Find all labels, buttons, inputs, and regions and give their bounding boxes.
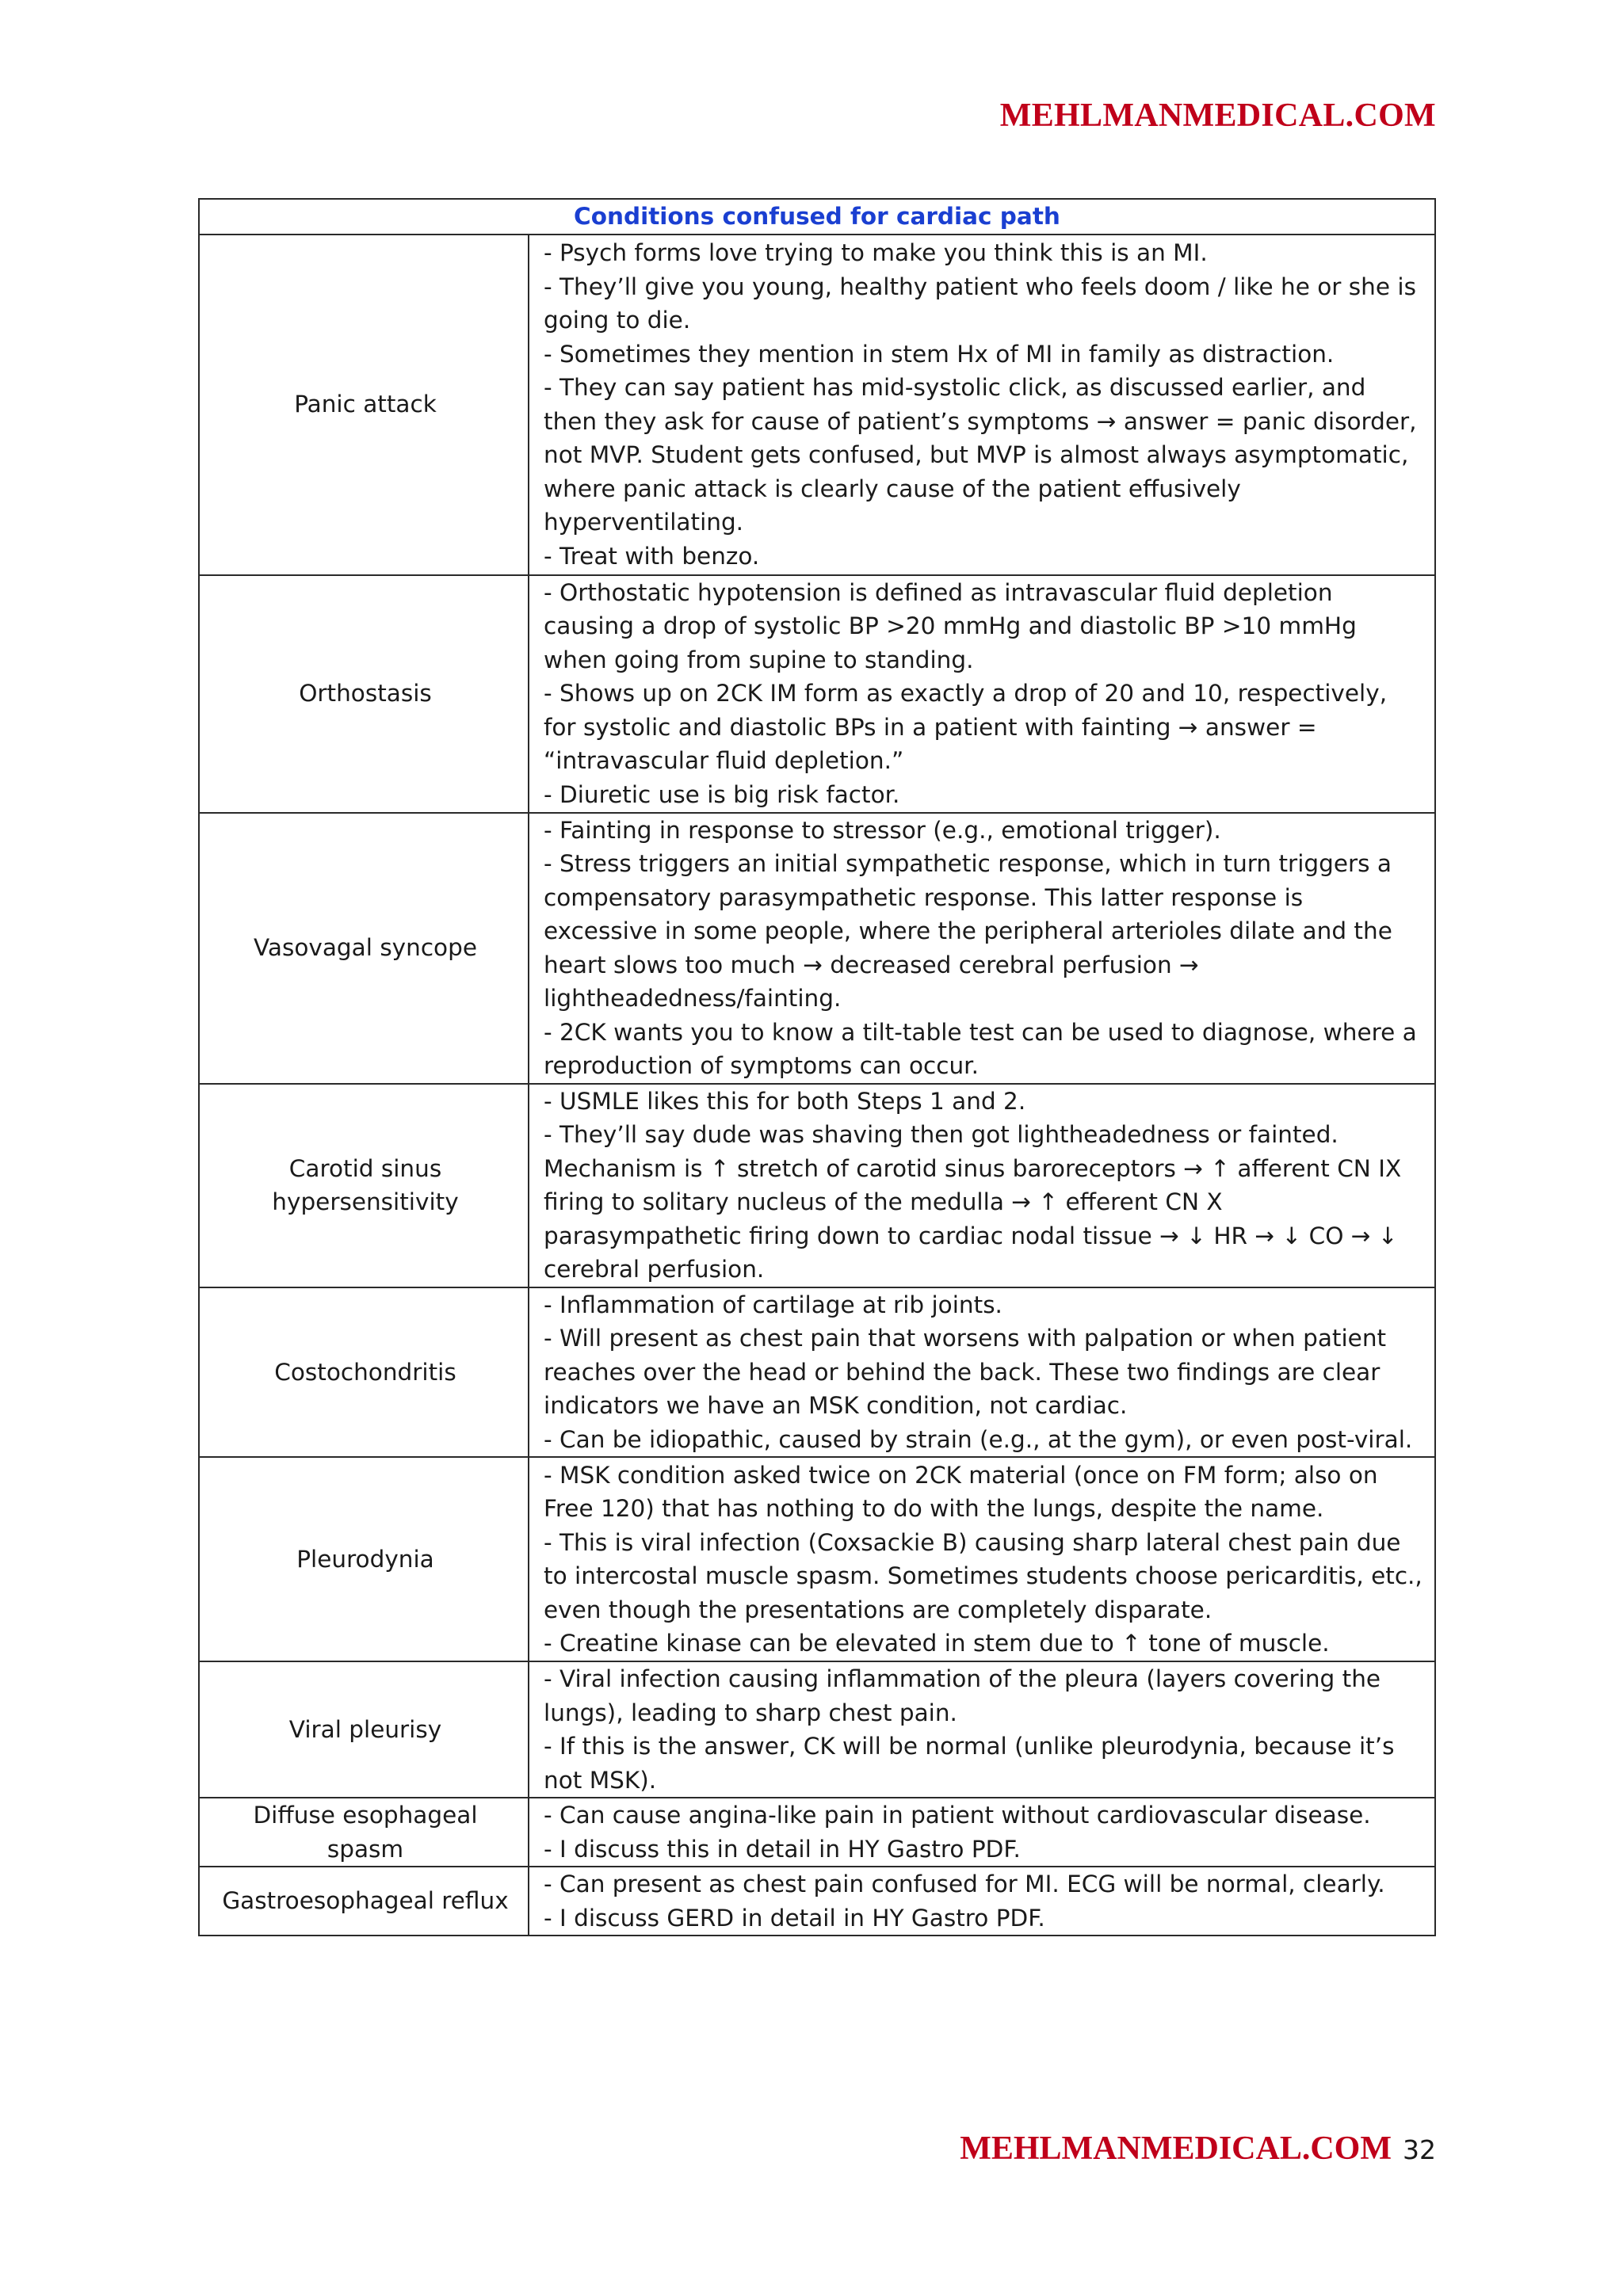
term-cell: Diffuse esophageal spasm	[199, 1798, 529, 1867]
note-line: - I discuss GERD in detail in HY Gastro PDF.	[544, 1904, 1045, 1932]
description-cell	[529, 235, 1435, 575]
note-line: - Stress triggers an initial sympathetic response, which in turn triggers a compensatory parasympathetic response. This latter response is excessive in some people, where the peripheral arterioles dilate and the heart slows too much → decreased cerebral perfusion → lightheadedness/fainting.	[544, 850, 1392, 1012]
note-line: - If this is the answer, CK will be normal (unlike pleurodynia, because it’s not MSK).	[544, 1733, 1395, 1794]
note-line: - Shows up on 2CK IM form as exactly a drop of 20 and 10, respectively, for systolic and diastolic BPs in a patient with fainting → answer = “intravascular fluid depletion.”	[544, 680, 1388, 775]
note-line: - Orthostatic hypotension is defined as intravascular fluid depletion causing a drop of systolic BP >20 mmHg and diastolic BP >10 mmHg when going from supine to standing.	[544, 578, 1357, 673]
conditions-table	[198, 198, 1436, 1936]
table-row	[199, 813, 1435, 1084]
note-line: - They’ll give you young, healthy patient who feels doom / like he or she is going to die.	[544, 273, 1416, 334]
description-cell	[529, 1661, 1435, 1798]
note-line: - Treat with benzo.	[544, 542, 760, 570]
table-row	[199, 1661, 1435, 1798]
note-line: - They’ll say dude was shaving then got lightheadedness or fainted. Mechanism is ↑ stretch of carotid sinus baroreceptors → ↑ afferent CN IX firing to solitary nucleus of the medulla → ↑ efferent CN X parasympathetic firing down to cardiac nodal tissue → ↓ HR → ↓ CO → ↓ cerebral perfusion.	[544, 1121, 1402, 1283]
header-brand: MEHLMANMEDICAL.COM	[999, 97, 1436, 134]
term-cell: Carotid sinus hypersensitivity	[199, 1084, 529, 1287]
note-line: - They can say patient has mid-systolic click, as discussed earlier, and then they ask for cause of patient’s symptoms → answer = panic disorder, not MVP. Student gets confused, but MVP is almost always asymptomatic, where panic attack is clearly cause of the patient effusively hyperventilating.	[544, 374, 1417, 536]
table-row	[199, 1798, 1435, 1867]
note-line: - Fainting in response to stressor (e.g., emotional trigger).	[544, 816, 1221, 844]
footer-brand: MEHLMANMEDICAL.COM	[960, 2130, 1392, 2167]
note-line: - Psych forms love trying to make you think this is an MI.	[544, 239, 1208, 266]
term-cell: Orthostasis	[199, 575, 529, 813]
table-row	[199, 1457, 1435, 1661]
term-cell: Viral pleurisy	[199, 1661, 529, 1798]
description-cell	[529, 1287, 1435, 1458]
note-line: - Will present as chest pain that worsens with palpation or when patient reaches over the head or behind the back. These two findings are clear indicators we have an MSK condition, not cardiac.	[544, 1325, 1387, 1419]
description-cell	[529, 1457, 1435, 1661]
note-line: - Can present as chest pain confused for MI. ECG will be normal, clearly.	[544, 1871, 1385, 1897]
note-line: - Sometimes they mention in stem Hx of MI in family as distraction.	[544, 340, 1335, 368]
note-line: - I discuss this in detail in HY Gastro PDF.	[544, 1835, 1021, 1863]
table-row	[199, 1287, 1435, 1458]
description-cell	[529, 1798, 1435, 1867]
note-line: - Can cause angina-like pain in patient without cardiovascular disease.	[544, 1802, 1371, 1829]
note-line: - Can be idiopathic, caused by strain (e.g., at the gym), or even post-viral.	[544, 1425, 1413, 1453]
term-cell: Panic attack	[199, 235, 529, 575]
note-line: - Diuretic use is big risk factor.	[544, 780, 900, 808]
note-line: - Viral infection causing inflammation of the pleura (layers covering the lungs), leading to sharp chest pain.	[544, 1665, 1381, 1726]
term-cell: Vasovagal syncope	[199, 813, 529, 1084]
term-cell: Costochondritis	[199, 1287, 529, 1458]
table-row	[199, 1084, 1435, 1287]
description-cell	[529, 813, 1435, 1084]
note-line: - MSK condition asked twice on 2CK material (once on FM form; also on Free 120) that has nothing to do with the lungs, despite the name.	[544, 1461, 1378, 1522]
note-line: - USMLE likes this for both Steps 1 and 2.	[544, 1087, 1026, 1115]
note-line: - Creatine kinase can be elevated in stem due to ↑ tone of muscle.	[544, 1630, 1330, 1657]
note-line: - This is viral infection (Coxsackie B) causing sharp lateral chest pain due to intercostal muscle spasm. Sometimes students choose pericarditis, etc., even though the presentations are completely disparate.	[544, 1528, 1423, 1623]
page-footer	[960, 2130, 1436, 2168]
table-row	[199, 1867, 1435, 1936]
note-line: - 2CK wants you to know a tilt-table test can be used to diagnose, where a reproduction of symptoms can occur.	[544, 1018, 1417, 1079]
description-cell	[529, 575, 1435, 813]
term-cell: Gastroesophageal reflux	[199, 1867, 529, 1936]
page-number: 32	[1403, 2134, 1436, 2165]
description-cell	[529, 1867, 1435, 1936]
description-cell	[529, 1084, 1435, 1287]
table-row	[199, 575, 1435, 813]
note-line: - Inflammation of cartilage at rib joints.	[544, 1291, 1002, 1318]
table-title: Conditions confused for cardiac path	[199, 199, 1435, 235]
table-row	[199, 235, 1435, 575]
term-cell: Pleurodynia	[199, 1457, 529, 1661]
